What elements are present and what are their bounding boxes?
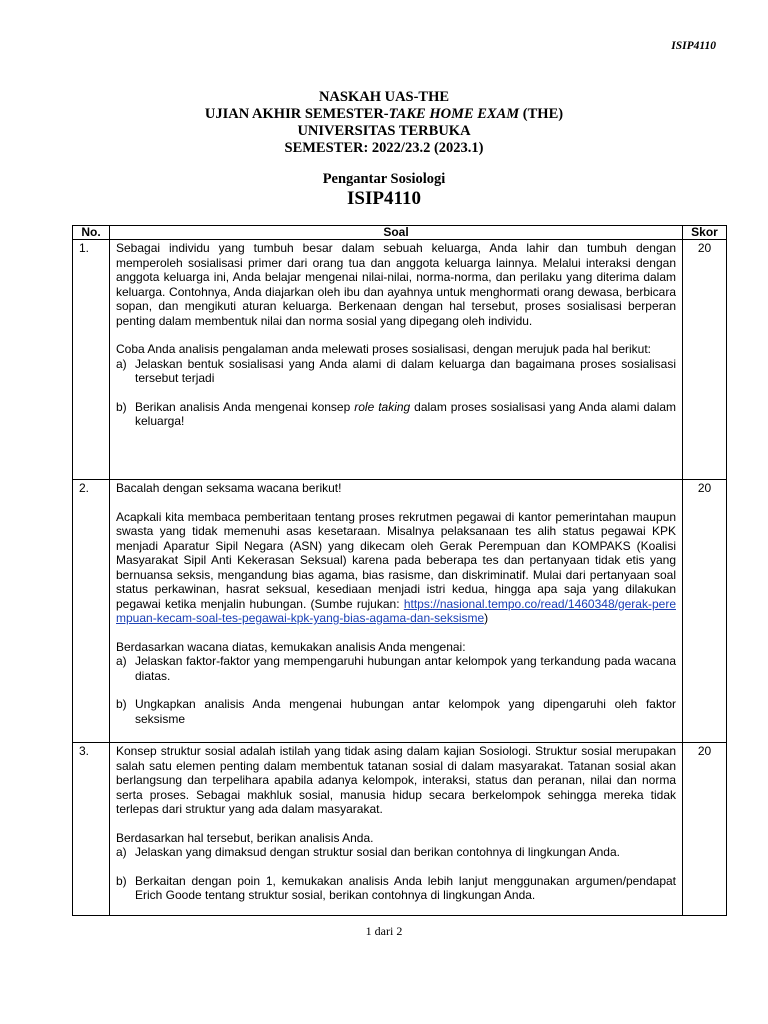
heading-line-3: UNIVERSITAS TERBUKA xyxy=(297,123,471,139)
question-prompt: Coba Anda analisis pengalaman anda melewati proses sosialisasi, dengan merujuk pada hal berikut: xyxy=(116,342,651,356)
course-name: Pengantar Sosiologi xyxy=(322,171,446,187)
question-score: 20 xyxy=(683,480,727,743)
course-code: ISIP4110 xyxy=(347,188,421,209)
sub-question-b: b) Berkaitan dengan poin 1, kemukakan analisis Anda lebih lanjut menggunakan argumen/pendapat Erich Goode tentang struktur sosial, berikan contohnya di lingkungan Anda. xyxy=(116,873,676,902)
question-table xyxy=(72,225,727,916)
table-header-row xyxy=(73,226,727,240)
question-row-3 xyxy=(73,743,727,916)
question-passage: Acapkali kita membaca pemberitaan tentang proses rekrutmen pegawai di kantor pemerintahan maupun swasta yang tidak memenuhi asas kesetaraan. Misalnya pelaksanaan tes alih status pegawai KPK menjadi Aparatur Sipil Negara (ASN) yang dikecam oleh Gerak Perempuan dan KOMPAKS (Koalisi Masyarakat Sipil Anti Kekerasan Seksual) karena pada beberapa tes dan pertanyaan tidak etis yang bernuansa seksis, mengandung bias agama, bias rasisme, dan diskriminatif. Mulai dari pertanyaan soal status perkawinan, hasrat seksual, kesediaan menjadi istri kedua, hingga apa saja yang dilakukan pegawai ketika menjalin hubungan. (Sumbe rujukan: https://nasional.tempo.co/read/1460348/gerak-perempuan-kecam-soal-tes-pegawai-kpk-yang-bias-agama-dan-seksisme) xyxy=(116,509,676,625)
question-score: 20 xyxy=(683,240,727,480)
document-code-header: ISIP4110 xyxy=(671,40,716,52)
question-row-2 xyxy=(73,480,727,743)
question-number: 3. xyxy=(73,743,110,916)
question-intro: Bacalah dengan seksama wacana berikut! xyxy=(116,481,342,495)
sub-question-a: a) Jelaskan yang dimaksud dengan struktur sosial dan berikan contohnya di lingkungan Anda. xyxy=(116,845,620,859)
page-number: 1 dari 2 xyxy=(365,924,403,938)
column-header-skor: Skor xyxy=(683,226,727,240)
sub-question-b: b) Ungkapkan analisis Anda mengenai hubungan antar kelompok yang dipengaruhi oleh faktor seksisme xyxy=(116,697,676,726)
question-prompt: Berdasarkan wacana diatas, kemukakan analisis Anda mengenai: xyxy=(116,639,466,654)
question-score: 20 xyxy=(683,743,727,916)
column-header-no: No. xyxy=(73,226,110,240)
sub-question-a: a) Jelaskan faktor-faktor yang mempengaruhi hubungan antar kelompok yang terkandung pada wacana diatas. xyxy=(116,654,676,683)
heading-line-2: UJIAN AKHIR SEMESTER-TAKE HOME EXAM (THE) xyxy=(204,106,564,122)
column-header-soal: Soal xyxy=(110,226,683,240)
sub-question-a: a) Jelaskan bentuk sosialisasi yang Anda alami di dalam keluarga dan bagaimana proses sosialisasi tersebut terjadi xyxy=(116,356,676,385)
question-text xyxy=(110,240,683,480)
question-intro: Sebagai individu yang tumbuh besar dalam sebuah keluarga, Anda lahir dan tumbuh dengan memperoleh sosialisasi primer dari orang tua dan anggota keluarga lainnya. Melalui interaksi dengan anggota keluarga ini, Anda belajar mengenai nilai-nilai, norma-norma, dan perilaku yang diterima dalam keluarga. Contohnya, Anda diajarkan oleh ibu dan ayahnya untuk menghormati orang dewasa, berbicara sopan, dan mengikuti aturan keluarga. Berkenaan dengan hal tersebut, proses sosialisasi berperan penting dalam membentuk nilai dan norma sosial yang dipegang oleh individu. xyxy=(116,241,676,328)
exam-heading xyxy=(0,89,768,157)
question-intro: Konsep struktur sosial adalah istilah yang tidak asing dalam kajian Sosiologi. Struktur sosial merupakan salah satu elemen penting dalam membentuk tatanan sosial di dalam masyarakat. Tatanan sosial akan berlangsung dan terpelihara apabila adanya kelompok, interaksi, status dan peranan, nilai dan norma serta proses. Sebagai makhluk sosial, manusia hidup secara berkelompok sehingga mereka tidak terlepas dari struktur yang ada dalam masyarakat. xyxy=(116,744,676,816)
sub-question-b: b) Berikan analisis Anda mengenai konsep role taking dalam proses sosialisasi yang Anda alami dalam keluarga! xyxy=(116,399,677,428)
question-row-1 xyxy=(73,240,727,480)
heading-line-4: SEMESTER: 2022/23.2 (2023.1) xyxy=(284,140,484,156)
question-text xyxy=(110,743,683,916)
question-text xyxy=(110,480,683,743)
question-prompt: Berdasarkan hal tersebut, berikan analisis Anda. xyxy=(116,830,374,845)
question-number: 2. xyxy=(73,480,110,743)
heading-line-1: NASKAH UAS-THE xyxy=(318,89,450,105)
source-link[interactable]: https://nasional.tempo.co/read/1460348/gerak-perempuan-kecam-soal-tes-pegawai-kpk-yang-bias-agama-dan-seksisme xyxy=(116,596,676,625)
question-number: 1. xyxy=(73,240,110,480)
